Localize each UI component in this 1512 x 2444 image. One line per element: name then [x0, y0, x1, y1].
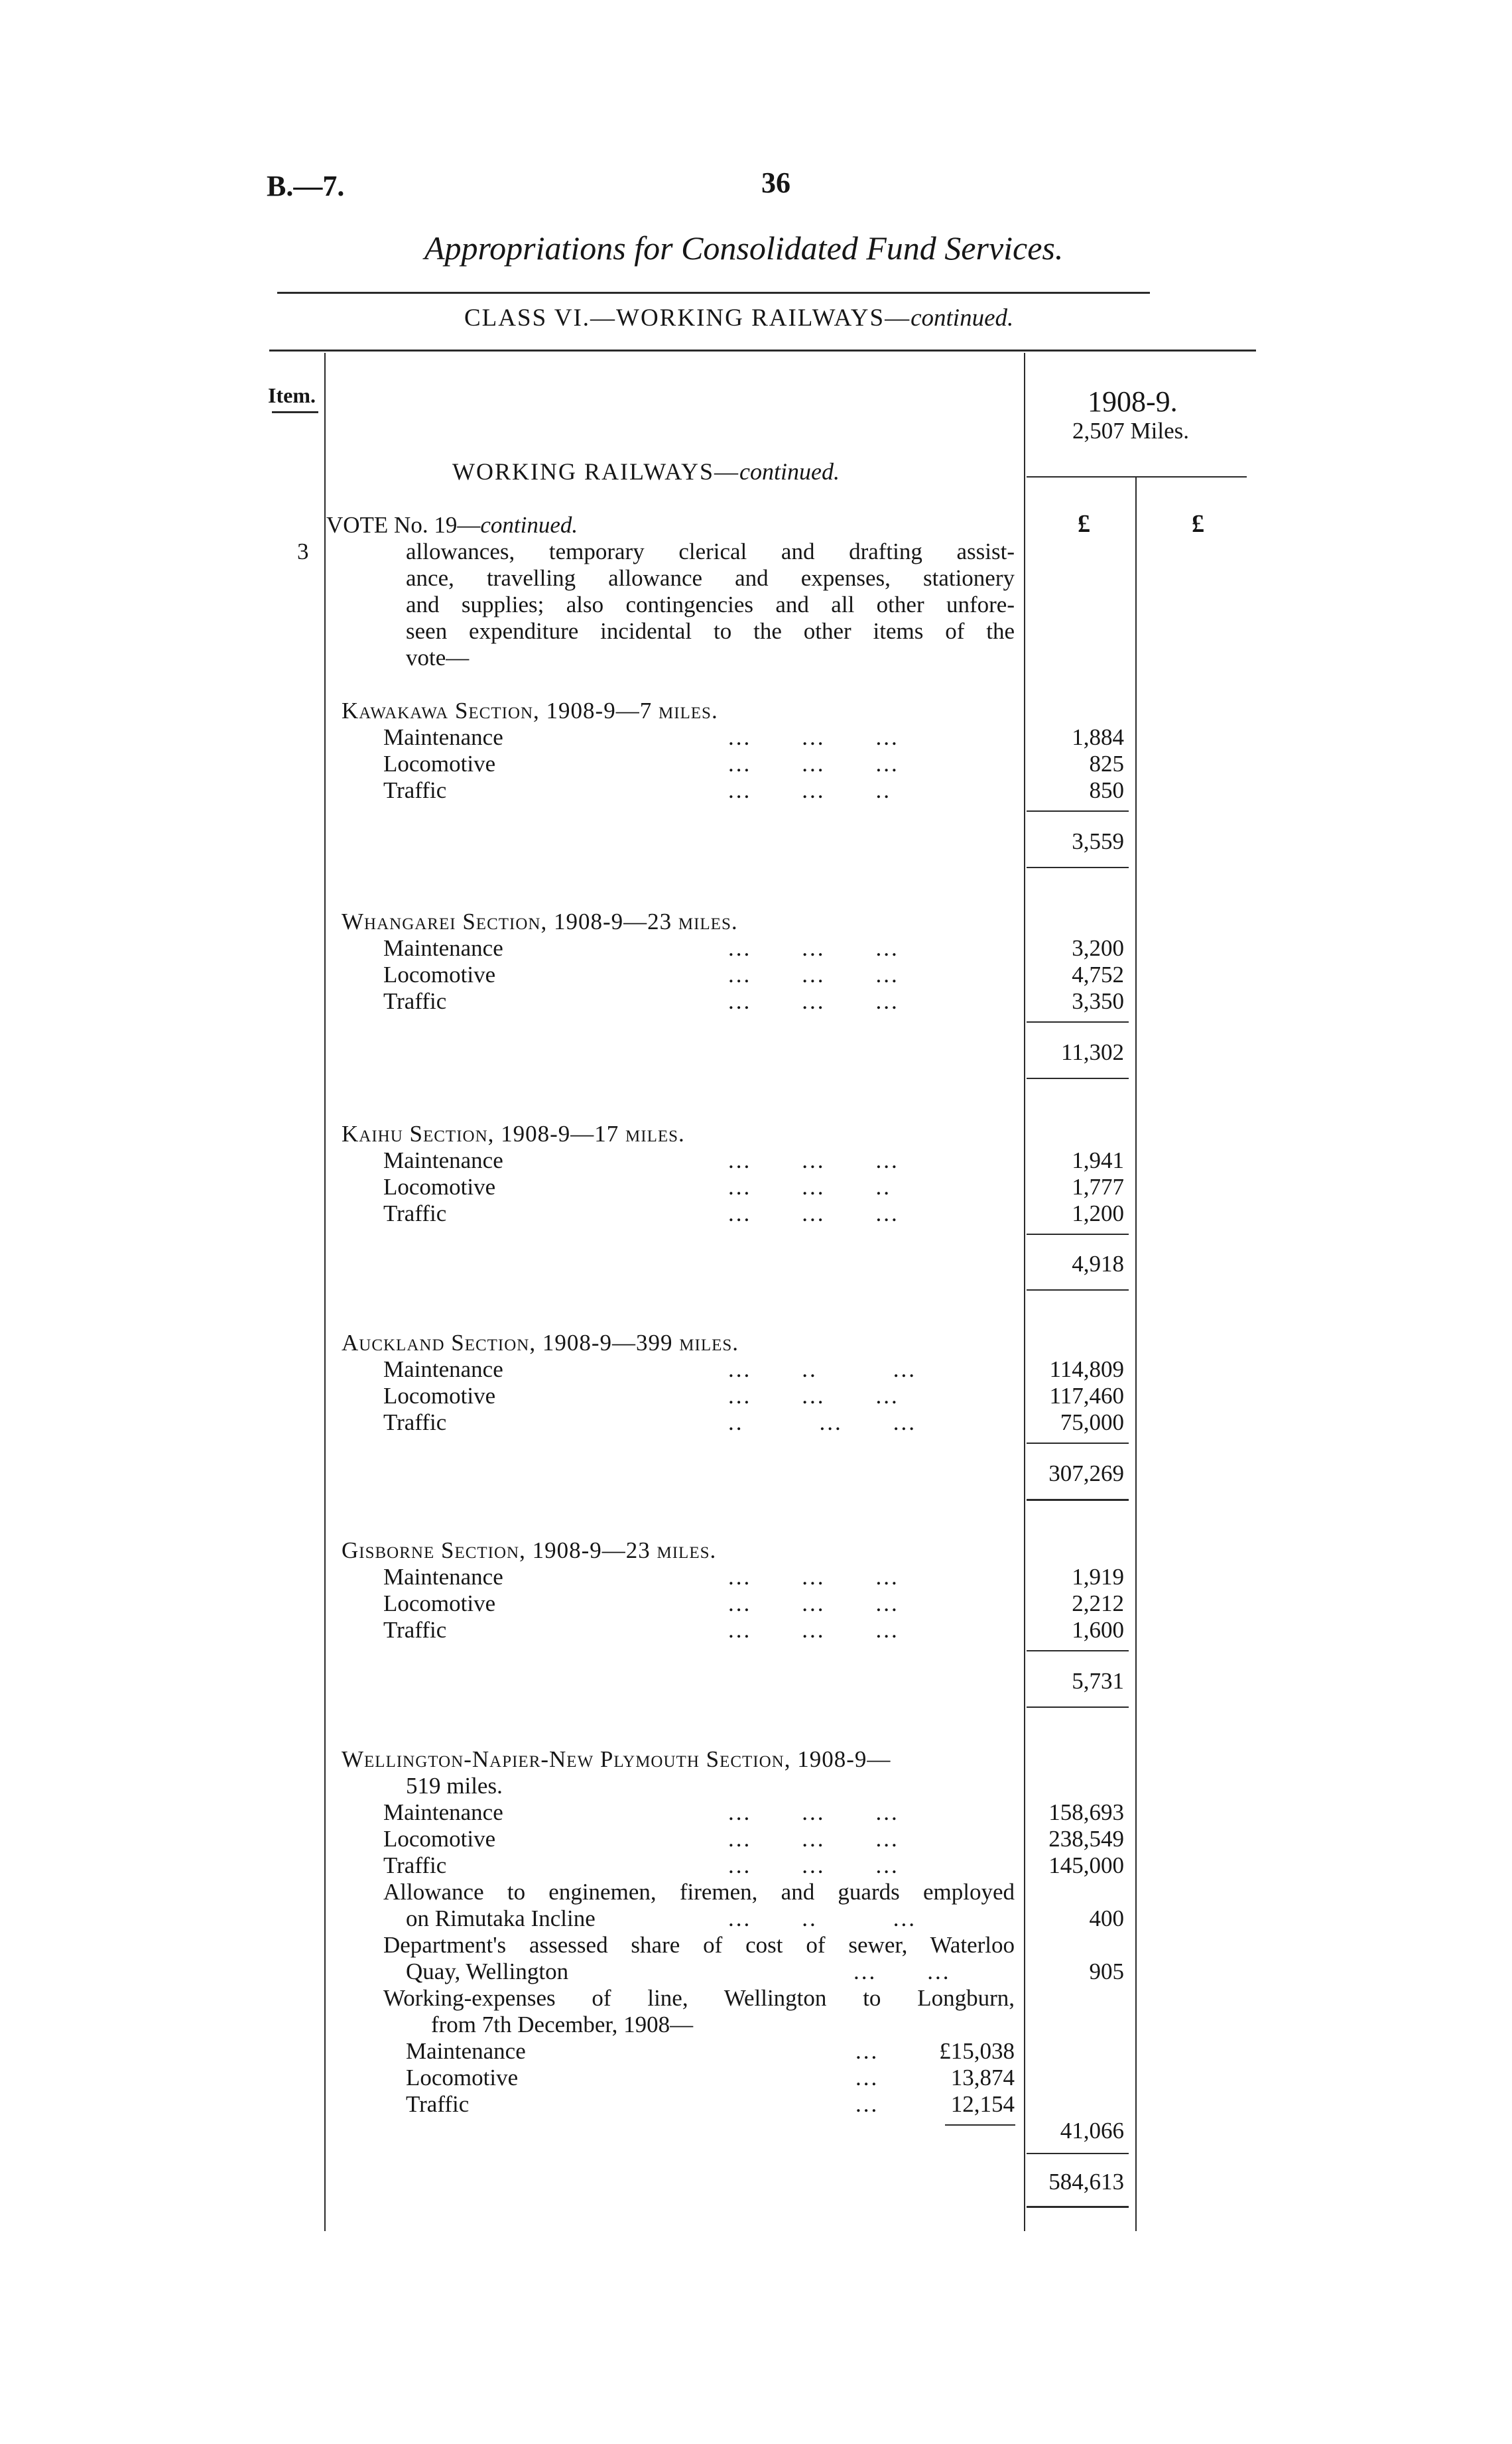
leader-dots: ... ... ...: [728, 1564, 899, 1590]
leader-dots: ... .. ...: [728, 1905, 916, 1931]
item-label: Locomotive: [383, 1383, 496, 1409]
leader-dots: ... ... ..: [728, 1174, 891, 1200]
section-heading: WORKING RAILWAYS—continued.: [452, 458, 840, 485]
item-label: Maintenance: [383, 1799, 503, 1825]
item-amount: 850: [1089, 777, 1124, 803]
item-label: Maintenance: [383, 1356, 503, 1382]
total-rule: [1027, 1289, 1129, 1291]
item-label: Traffic: [383, 1409, 447, 1435]
grand-total-rule-top: [1027, 2153, 1129, 2154]
item-amount: 117,460: [1049, 1383, 1124, 1409]
vote-label: VOTE No. 19—continued.: [326, 512, 578, 538]
total-rule: [1027, 867, 1129, 868]
grand-total: 584,613: [1048, 2169, 1124, 2195]
leader-dots: ... ... ...: [728, 1826, 899, 1852]
subtotal-rule: [1027, 810, 1129, 812]
section-total: 4,918: [1072, 1251, 1124, 1277]
sewer-text: Department's assessed share of cost of sewer, Waterloo: [383, 1932, 1015, 1958]
total-rule: [1027, 1706, 1129, 1708]
section-title-cont: 519 miles.: [406, 1773, 503, 1799]
leader-dots: ... .. ...: [728, 1356, 916, 1382]
sub-item-amount: £15,038: [939, 2038, 1015, 2064]
amount-column-rule-left: [1024, 353, 1025, 2231]
item-amount: 1,200: [1072, 1200, 1124, 1226]
item-amount: 1,941: [1072, 1147, 1124, 1173]
allowance-text-cont: on Rimutaka Incline: [406, 1905, 596, 1931]
sewer-text-cont: Quay, Wellington: [406, 1959, 569, 1984]
leader-dots: ... ... ...: [728, 1147, 899, 1173]
leader-dots: ... ... ...: [728, 751, 899, 777]
leader-dots: ... ... ...: [728, 1799, 899, 1825]
sub-item-amount: 13,874: [950, 2065, 1015, 2090]
page-number: 36: [761, 166, 790, 199]
subtotal-rule: [1027, 1443, 1129, 1444]
working-expenses-text: Working-expenses of line, Wellington to Longburn,: [383, 1985, 1015, 2011]
item-amount: 1,600: [1072, 1617, 1124, 1643]
item-amount: 1,919: [1072, 1564, 1124, 1590]
leader-dots: ... ... ...: [728, 1383, 899, 1409]
section-total: 307,269: [1048, 1460, 1124, 1486]
item-amount: 3,350: [1072, 988, 1124, 1014]
section-title: Whangarei Section, 1908-9—23 miles.: [342, 909, 738, 934]
item-label-underline: [272, 411, 318, 413]
item-amount: 75,000: [1060, 1409, 1124, 1435]
table-top-rule: [269, 350, 1256, 352]
amount-column-rule-mid: [1135, 478, 1137, 2231]
section-title: Gisborne Section, 1908-9—23 miles.: [342, 1537, 717, 1563]
item-amount: 145,000: [1048, 1852, 1124, 1878]
subtotal-rule: [1027, 1234, 1129, 1235]
item-column-rule: [324, 353, 326, 2231]
leader-dots: ... ... ...: [728, 1617, 899, 1643]
item-label: Traffic: [383, 988, 447, 1014]
section-title: Wellington-Napier-New Plymouth Section, 1908-9—: [342, 1746, 891, 1772]
section-title: Kawakawa Section, 1908-9—7 miles.: [342, 698, 718, 724]
sub-item-label: Maintenance: [406, 2038, 526, 2064]
working-expenses-text-cont: from 7th December, 1908—: [431, 2012, 694, 2037]
item-amount: 158,693: [1048, 1799, 1124, 1825]
currency-label-2: £: [1192, 510, 1204, 538]
leader-dots: ... ...: [853, 1959, 951, 1984]
item-amount: 114,809: [1049, 1356, 1124, 1382]
item-column-label: Item.: [268, 383, 316, 407]
year-label: 1908-9.: [1088, 385, 1178, 418]
item-label: Maintenance: [383, 1147, 503, 1173]
leader-dots: ... ... ...: [728, 1852, 899, 1878]
item-amount: 1,884: [1072, 724, 1124, 750]
sub-item-label: Traffic: [406, 2091, 470, 2117]
item-amount: 825: [1089, 751, 1124, 777]
section-total: 11,302: [1061, 1039, 1124, 1065]
item-amount: 3,200: [1072, 935, 1124, 961]
item-label: Locomotive: [383, 1826, 496, 1852]
item-label: Maintenance: [383, 1564, 503, 1590]
leader-dots: ... ... ...: [728, 1200, 899, 1226]
year-header-rule: [1027, 476, 1247, 478]
leader-dots: ...: [855, 2091, 879, 2117]
subtotal-rule: [1027, 1650, 1129, 1651]
sub-items-total: 41,066: [1060, 2118, 1124, 2144]
subtotal-rule: [1027, 1021, 1129, 1023]
leader-dots: ... ... ...: [728, 1590, 899, 1616]
document-reference: B.—7.: [267, 170, 345, 202]
item-number: 3: [297, 539, 309, 564]
leader-dots: ...: [855, 2065, 879, 2090]
leader-dots: ... ... ...: [728, 935, 899, 961]
item-amount: 1,777: [1072, 1174, 1124, 1200]
vote-description: allowances, temporary clerical and drafting assist- ance, travelling allowance and expenses, stationery and supplies; also contingencies and all other unfore- seen expenditure incidental to the other items of the vote—: [406, 539, 1015, 671]
section-title: Auckland Section, 1908-9—399 miles.: [342, 1330, 739, 1356]
total-rule: [1027, 1078, 1129, 1079]
sewer-amount: 905: [1089, 1959, 1124, 1984]
item-amount: 4,752: [1072, 962, 1124, 988]
item-amount: 238,549: [1048, 1826, 1124, 1852]
total-rule: [1027, 1499, 1129, 1501]
section-total: 5,731: [1072, 1668, 1124, 1694]
grand-total-rule-bottom: [1027, 2206, 1129, 2208]
section-total: 3,559: [1072, 828, 1124, 854]
item-label: Maintenance: [383, 724, 503, 750]
item-label: Traffic: [383, 1617, 447, 1643]
sub-items-rule: [945, 2124, 1015, 2126]
section-title: Kaihu Section, 1908-9—17 miles.: [342, 1121, 685, 1147]
leader-dots: ... ... ...: [728, 988, 899, 1014]
allowance-text: Allowance to enginemen, firemen, and guards employed: [383, 1879, 1015, 1905]
sub-item-label: Locomotive: [406, 2065, 519, 2090]
title-rule: [277, 292, 1150, 294]
item-label: Maintenance: [383, 935, 503, 961]
leader-dots: .. ... ...: [728, 1409, 916, 1435]
item-label: Locomotive: [383, 962, 496, 988]
item-amount: 2,212: [1072, 1590, 1124, 1616]
currency-label-1: £: [1078, 510, 1090, 538]
item-label: Locomotive: [383, 1590, 496, 1616]
leader-dots: ... ... ..: [728, 777, 891, 803]
class-heading: CLASS VI.—WORKING RAILWAYS—continued.: [464, 304, 1014, 332]
item-label: Traffic: [383, 1852, 447, 1878]
allowance-amount: 400: [1089, 1905, 1124, 1931]
miles-label: 2,507 Miles.: [1072, 418, 1189, 444]
leader-dots: ... ... ...: [728, 962, 899, 988]
item-label: Locomotive: [383, 1174, 496, 1200]
item-label: Traffic: [383, 777, 447, 803]
sub-item-amount: 12,154: [950, 2091, 1015, 2117]
leader-dots: ... ... ...: [728, 724, 899, 750]
item-label: Traffic: [383, 1200, 447, 1226]
item-label: Locomotive: [383, 751, 496, 777]
page-title: Appropriations for Consolidated Fund Services.: [424, 229, 1064, 267]
leader-dots: ...: [855, 2038, 879, 2064]
